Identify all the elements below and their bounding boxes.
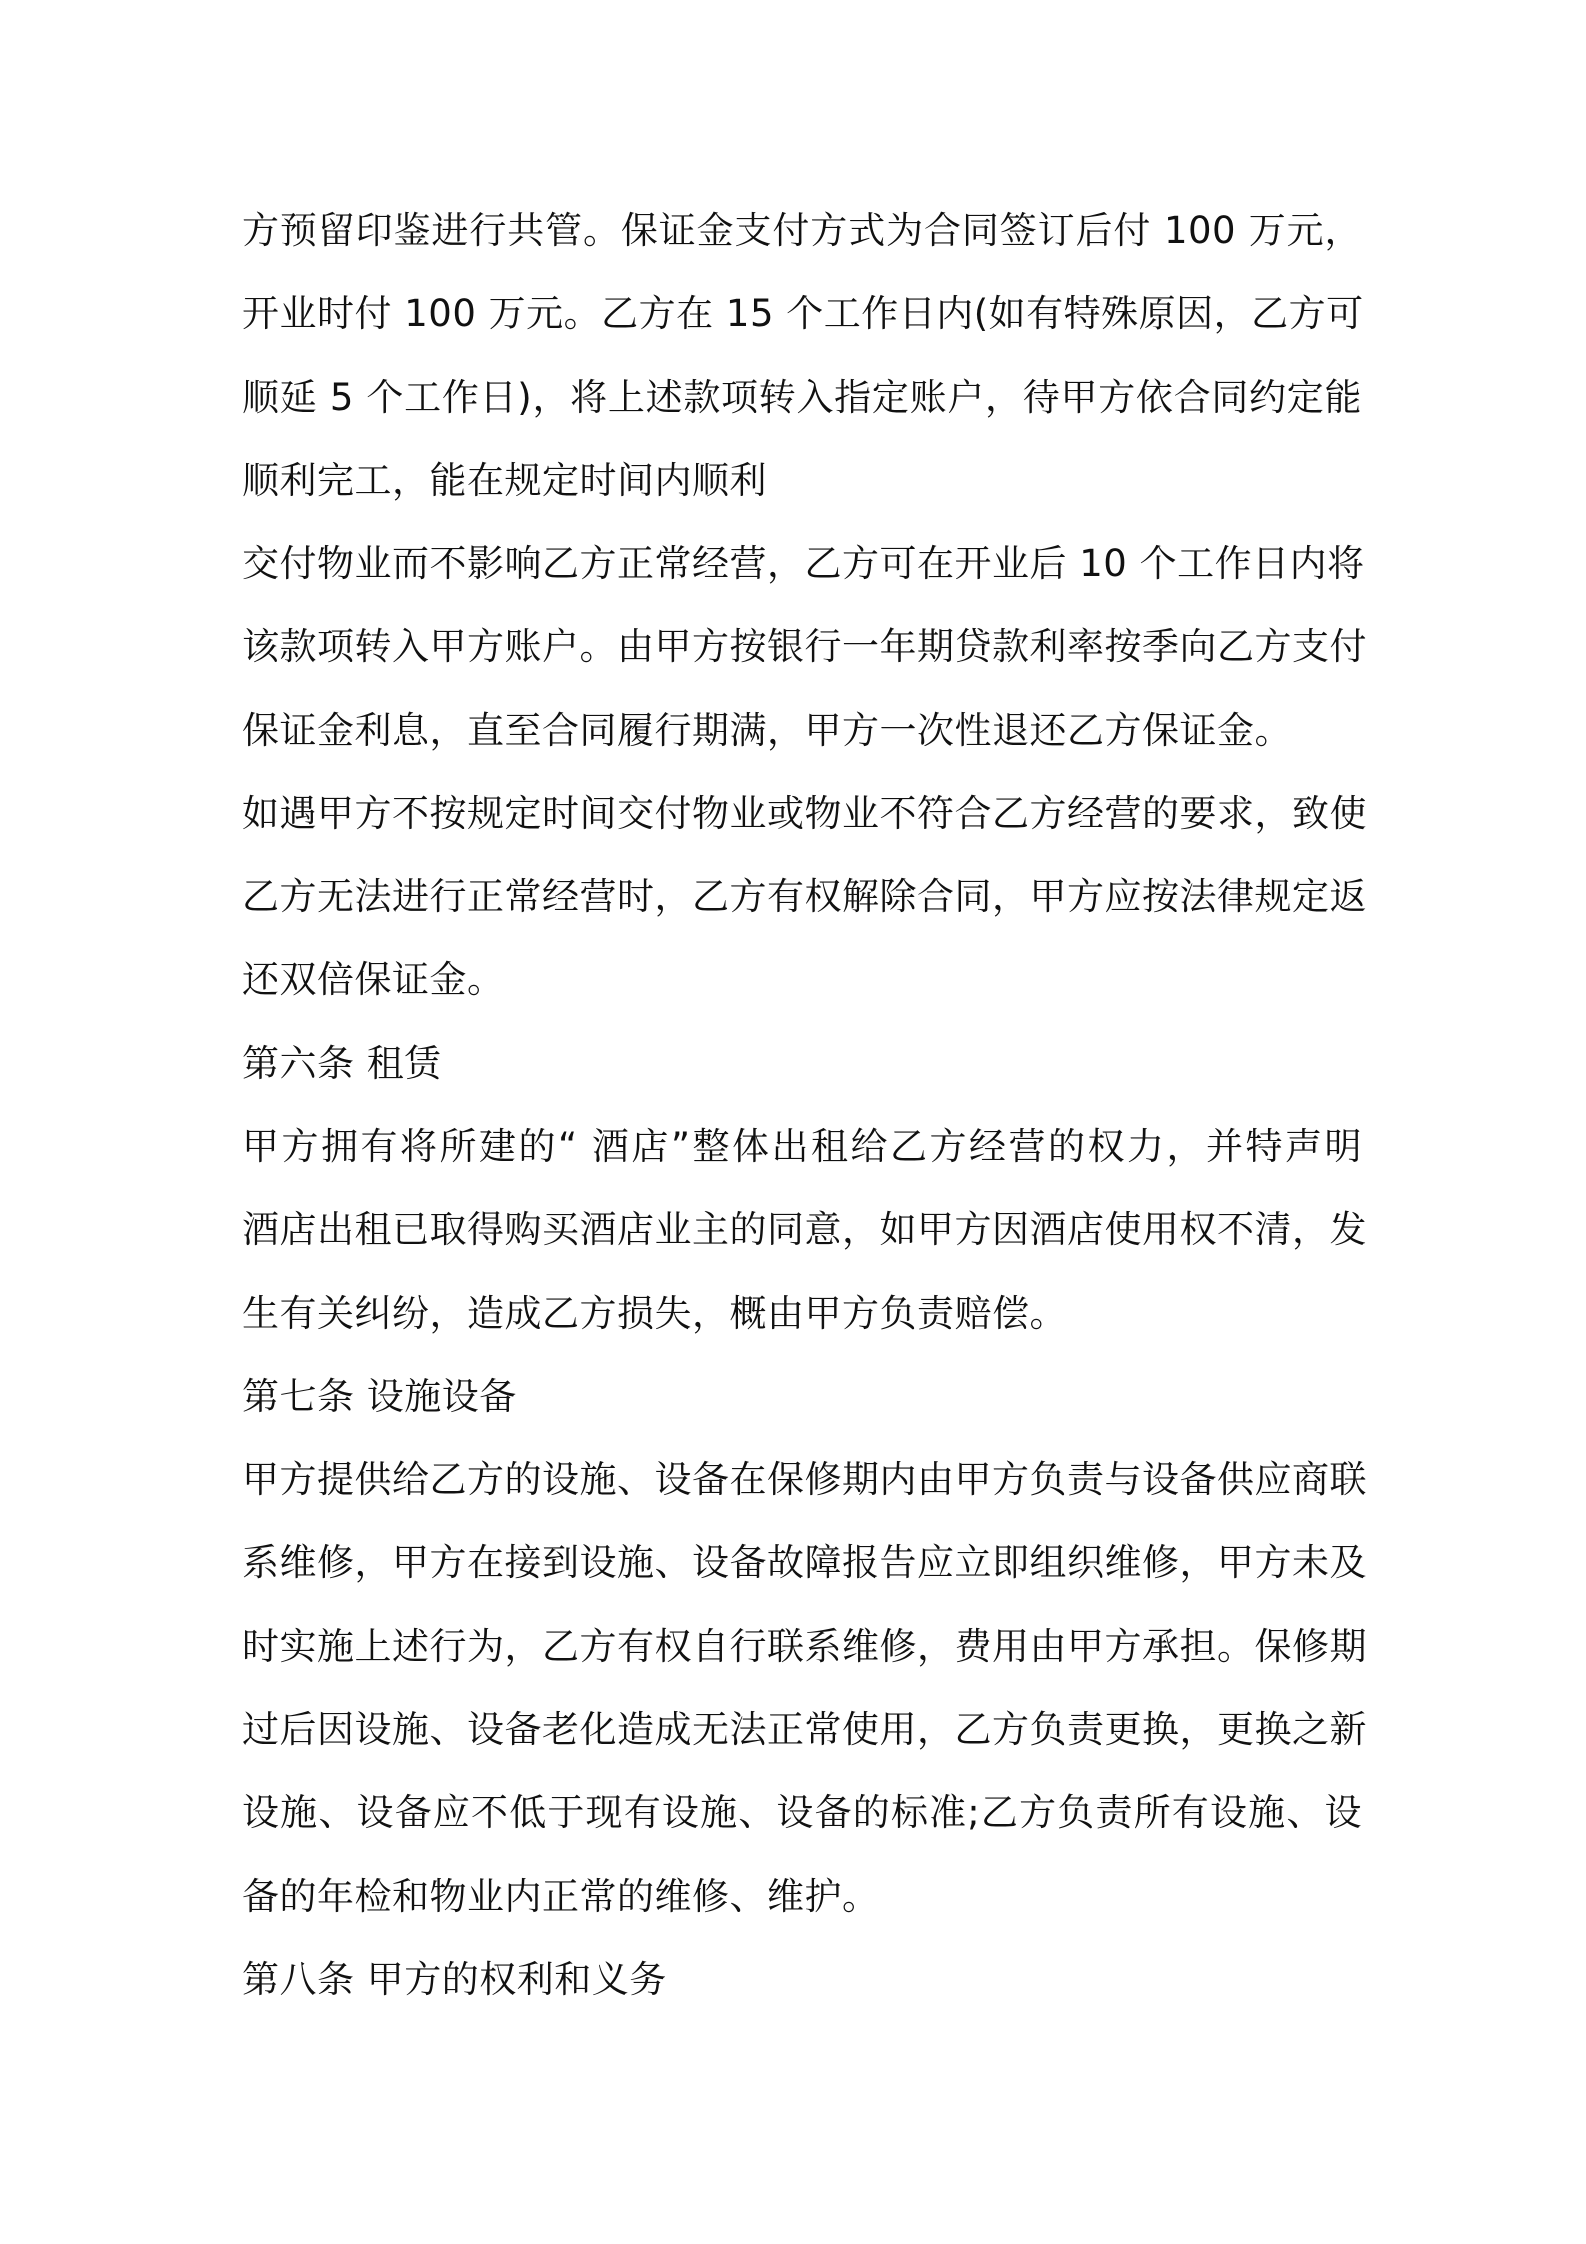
paragraph-line: 交付物业而不影响乙方正常经营，乙方可在开业后 10 个工作日内将 (242, 542, 1365, 585)
paragraph-line: 顺利完工，能在规定时间内顺利 (242, 459, 767, 502)
paragraph-line: 开业时付 100 万元。乙方在 15 个工作日内(如有特殊原因，乙方可 (242, 292, 1364, 335)
paragraph-line: 甲方拥有将所建的“ 酒店”整体出租给乙方经营的权力，并特声明 (242, 1125, 1362, 1168)
paragraph-line: 顺延 5 个工作日)，将上述款项转入指定账户，待甲方依合同约定能 (242, 376, 1362, 419)
paragraph-line: 乙方无法进行正常经营时，乙方有权解除合同，甲方应按法律规定返 (242, 875, 1367, 918)
paragraph-line: 备的年检和物业内正常的维修、维护。 (242, 1875, 880, 1918)
section-heading: 第八条 甲方的权利和义务 (242, 1958, 667, 2001)
paragraph-line: 保证金利息，直至合同履行期满，甲方一次性退还乙方保证金。 (242, 709, 1292, 752)
section-heading: 第六条 租赁 (242, 1042, 442, 1085)
paragraph-line: 还双倍保证金。 (242, 958, 505, 1001)
paragraph-line: 时实施上述行为，乙方有权自行联系维修，费用由甲方承担。保修期 (242, 1625, 1367, 1668)
paragraph-line: 酒店出租已取得购买酒店业主的同意，如甲方因酒店使用权不清，发 (242, 1208, 1367, 1251)
paragraph-line: 生有关纠纷，造成乙方损失，概由甲方负责赔偿。 (242, 1292, 1067, 1335)
paragraph-line: 系维修，甲方在接到设施、设备故障报告应立即组织维修，甲方未及 (242, 1541, 1367, 1584)
paragraph-line: 甲方提供给乙方的设施、设备在保修期内由甲方负责与设备供应商联 (242, 1458, 1367, 1501)
paragraph-line: 该款项转入甲方账户。由甲方按银行一年期贷款利率按季向乙方支付 (242, 625, 1367, 668)
paragraph-line: 过后因设施、设备老化造成无法正常使用，乙方负责更换，更换之新 (242, 1708, 1367, 1751)
paragraph-line: 设施、设备应不低于现有设施、设备的标准;乙方负责所有设施、设 (242, 1791, 1362, 1834)
paragraph-line: 如遇甲方不按规定时间交付物业或物业不符合乙方经营的要求，致使 (242, 792, 1367, 835)
section-heading: 第七条 设施设备 (242, 1375, 517, 1418)
paragraph-line: 方预留印鉴进行共管。保证金支付方式为合同签订后付 100 万元， (242, 209, 1362, 252)
